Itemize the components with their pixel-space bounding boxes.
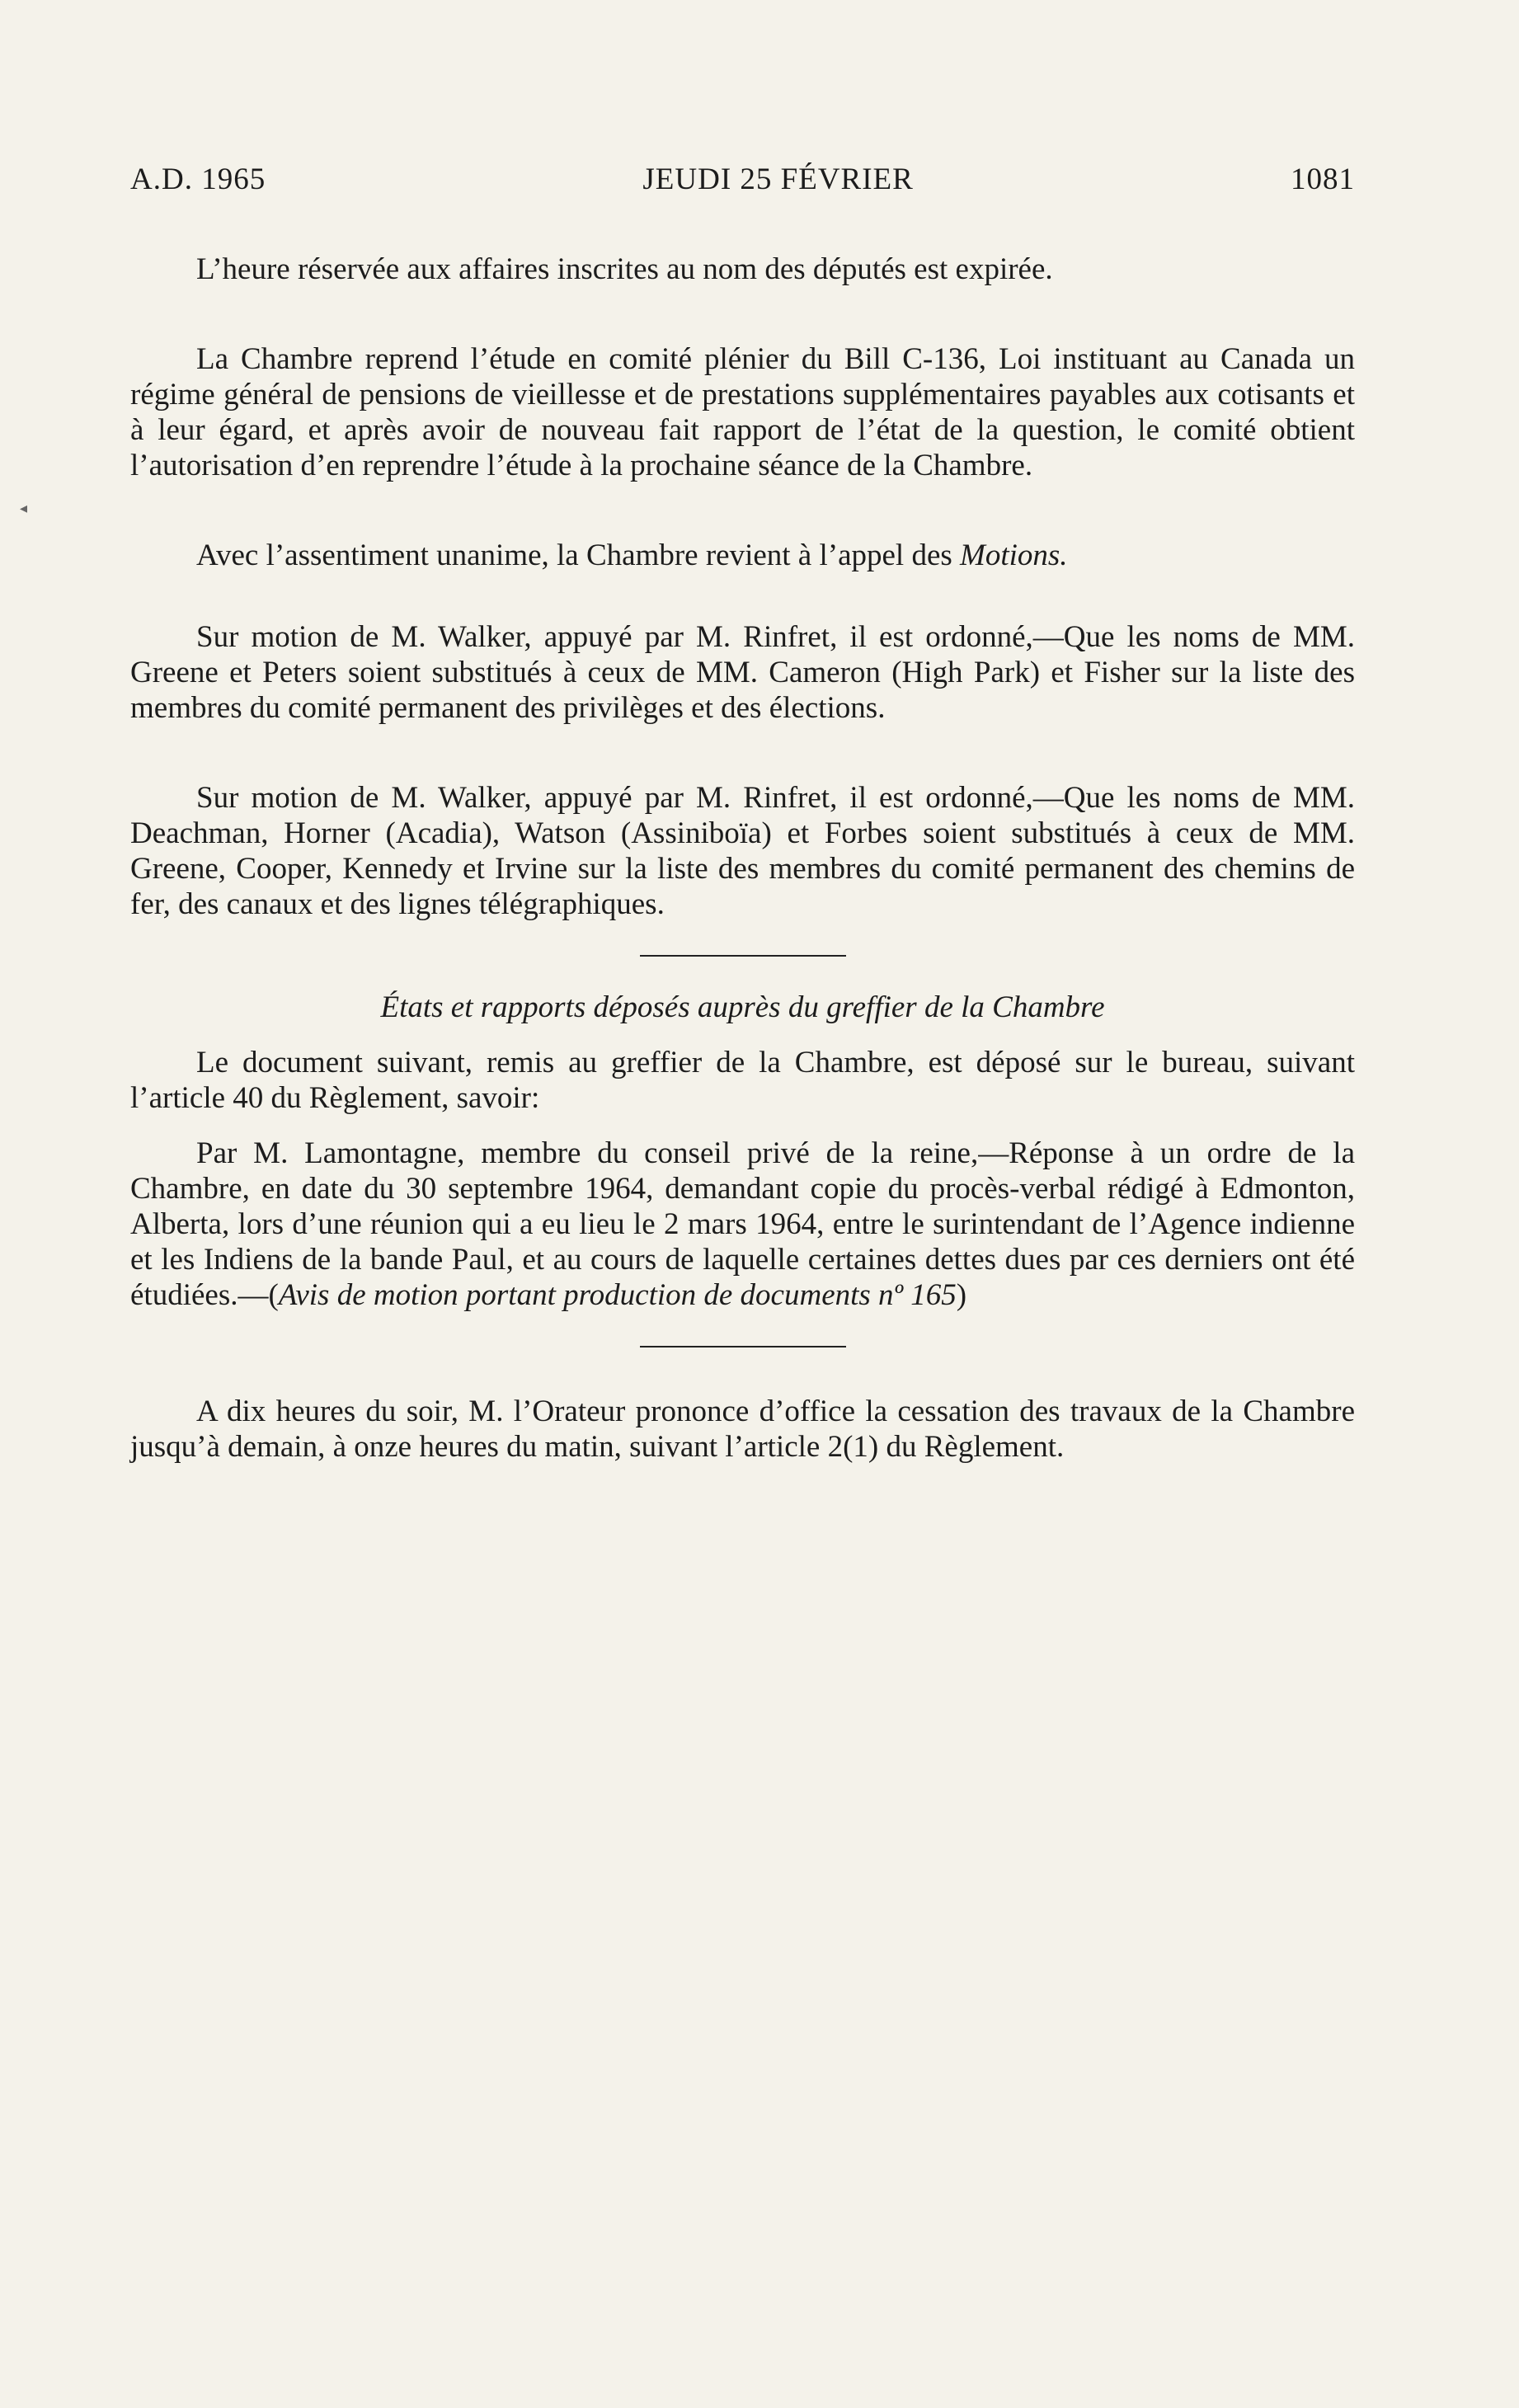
paragraph-bill-c136: La Chambre reprend l’étude en comité plénier du Bill C-136, Loi instituant au Canada un régime général de pensions de vieillesse et de prestations supplémentaires payables aux cotisants et à leur égard, et après avoir de nouveau fait rapport de l’état de la question, le comité obtient l’autorisation d’en reprendre l’étude à la prochaine séance de la Chambre. xyxy=(130,342,1355,482)
section-divider xyxy=(640,955,846,957)
paragraph-adjournment: A dix heures du soir, M. l’Orateur prononce d’office la cessation des travaux de la Chambre jusqu’à demain, à onze heures du matin, suivant l’article 2(1) du Règlement. xyxy=(130,1394,1355,1464)
paragraph-motions-italic: Motions. xyxy=(960,539,1068,572)
header-year: A.D. 1965 xyxy=(130,162,266,196)
return-text: Par M. Lamontagne, membre du conseil privé de la reine,—Réponse à un ordre de la Chambre, en date du 30 septembre 1964, demandant copie du procès-verbal rédigé à Edmonton, Alberta, lors d’une réunion qui a eu lieu le 2 mars 1964, entre le surintendant de l’Agence indienne et les Indiens de la bande Paul, et au cours de laquelle certaines dettes dues par ces derniers ont été étudiées.—( xyxy=(130,1136,1355,1312)
paragraph-motions-return xyxy=(130,538,1355,573)
paragraph-motion-railways: Sur motion de M. Walker, appuyé par M. Rinfret, il est ordonné,—Que les noms de MM. Deachman, Horner (Acadia), Watson (Assiniboïa) et Forbes soient substitués à ceux de MM. Greene, Cooper, Kennedy et Irvine sur la liste des membres du comité permanent des chemins de fer, des canaux et des lignes télégraphiques. xyxy=(130,781,1355,921)
paragraph-motions-text: Avec l’assentiment unanime, la Chambre revient à l’appel des xyxy=(196,539,961,572)
margin-mark: ◂ xyxy=(20,500,28,516)
return-close: ) xyxy=(956,1278,967,1312)
closing-divider xyxy=(640,1346,846,1347)
page-number: 1081 xyxy=(1291,162,1355,196)
paragraph-motion-privileges: Sur motion de M. Walker, appuyé par M. Rinfret, il est ordonné,—Que les noms de MM. Greene et Peters soient substitués à ceux de MM. Cameron (High Park) et Fisher sur la liste des membres du comité permanent des privilèges et des élections. xyxy=(130,620,1355,725)
journal-page xyxy=(130,162,1355,1465)
page-body xyxy=(130,252,1355,1465)
running-head xyxy=(130,162,1355,197)
paragraph-hour-expired: L’heure réservée aux affaires inscrites au nom des députés est expirée. xyxy=(196,252,1053,286)
paragraph-lamontagne-return xyxy=(130,1136,1355,1313)
header-date: JEUDI 25 FÉVRIER xyxy=(642,162,914,196)
section-heading: États et rapports déposés auprès du greffier de la Chambre xyxy=(380,990,1105,1024)
return-notice-italic: Avis de motion portant production de documents nº 165 xyxy=(278,1278,957,1312)
paragraph-document-tabled: Le document suivant, remis au greffier de la Chambre, est déposé sur le bureau, suivant l’article 40 du Règlement, savoir: xyxy=(130,1046,1355,1115)
